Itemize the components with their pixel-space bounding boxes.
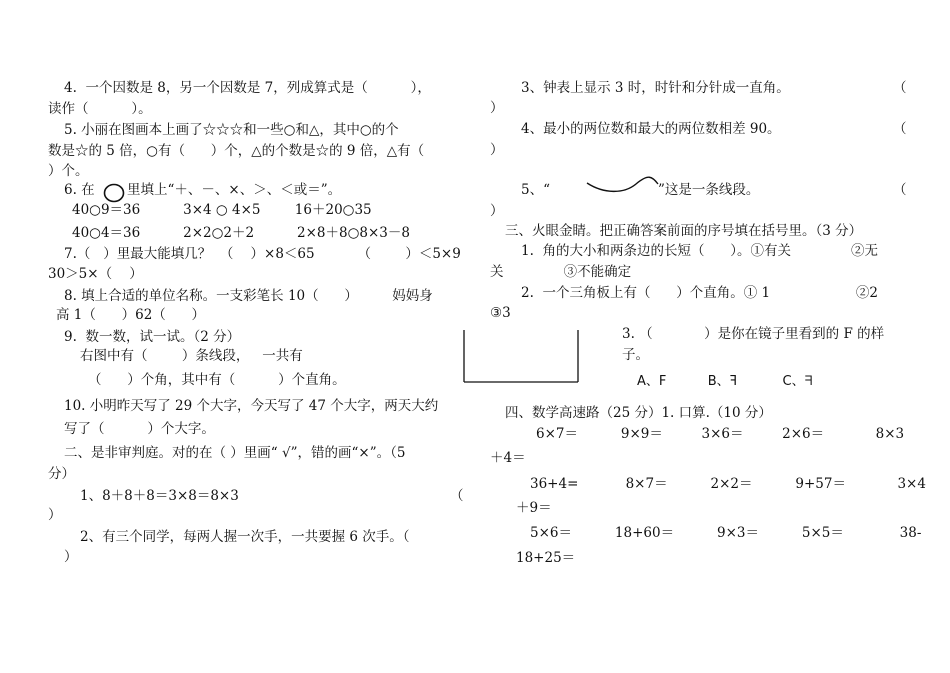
- question-10-line1: 10. 小明昨天写了 29 个大字，今天写了 47 个大字，两天大约: [64, 398, 439, 414]
- judge-2-text: 2、有三个同学，每两人握一次手，一共要握 6 次手。（: [80, 529, 410, 545]
- judge-3-text: 3、钟表上显示 3 时，时针和分针成一直角。: [521, 80, 790, 96]
- mental-math-row3-cont: 18+25＝: [516, 550, 576, 566]
- choice-3-line1: 3. （ ）是你在镜子里看到的 F 的样: [622, 326, 885, 342]
- judge-5-paren-close: ）: [490, 203, 504, 219]
- section-2-title-line1: 二、是非审判庭。对的在（ ）里画“ √”，错的画“×”。（5: [64, 445, 406, 461]
- choice-2-line1: 2. 一个三角板上有（ ）个直角。① 1 ②2: [521, 285, 879, 301]
- circle-symbol-icon: [103, 183, 125, 203]
- section-4-title: 四、数学高速路（25 分）1. 口算.（10 分）: [505, 405, 772, 421]
- question-7-line1: 7.（ ）里最大能填几？ （ ）×8＜65 （ ）＜5×9: [64, 246, 461, 262]
- judge-5-paren-open: （: [893, 182, 907, 198]
- question-9-line1: 9. 数一数，试一试。（2 分）: [64, 329, 241, 345]
- judge-4-text: 4、最小的两位数和最大的两位数相差 90。: [521, 121, 781, 137]
- question-8-line2: 高 1（ ）62（ ）: [56, 307, 206, 323]
- judge-1-paren-close: ）: [48, 507, 62, 523]
- judge-3-paren-close: ）: [490, 100, 504, 116]
- choice-3-line2: 子。: [622, 347, 649, 363]
- mental-math-row3: 5×6＝ 18+60＝ 9×3＝ 5×5＝ 38-: [530, 525, 922, 541]
- question-6-prefix: 6. 在: [64, 182, 95, 198]
- question-6-row2: 40○4＝36 2×2○2＋2 2×8＋8○8×3－8: [72, 225, 410, 241]
- mental-math-row2: 36+4= 8×7＝ 2×2＝ 9+57＝ 3×4: [530, 476, 926, 492]
- question-5-line1: 5. 小丽在图画本上画了☆☆☆和一些○和△，其中○的个: [64, 122, 399, 138]
- judge-4-paren-open: （: [893, 121, 907, 137]
- question-5-line2: 数是☆的 5 倍，○有（ ）个，△的个数是☆的 9 倍，△有（: [48, 143, 425, 159]
- mental-math-row2-cont: ＋9＝: [516, 500, 552, 516]
- question-4-line2: 读作（ ）。: [48, 101, 152, 117]
- judge-1-text: 1、8＋8＋8＝3×8＝8×3: [80, 488, 239, 504]
- question-6-instruction: 里填上“＋、－、×、＞、＜或＝”。: [127, 182, 342, 198]
- mental-math-row1-cont: ＋4＝: [490, 450, 526, 466]
- question-4-line1: 4. 一个因数是 8，另一个因数是 7，列成算式是（ ），: [64, 80, 431, 96]
- question-8-line1: 8. 填上合适的单位名称。一支彩笔长 10（ ） 妈妈身: [64, 288, 433, 304]
- judge-1-paren-open: （: [450, 488, 464, 504]
- mental-math-row1: 6×7＝ 9×9＝ 3×6＝ 2×6＝ 8×3: [536, 426, 905, 442]
- judge-5-prefix: 5、“: [521, 182, 550, 198]
- section-2-title-line2: 分）: [48, 466, 75, 482]
- judge-3-paren-open: （: [893, 80, 907, 96]
- question-9-line3: （ ）个角，其中有（ ）个直角。: [88, 372, 346, 388]
- judge-5-suffix: ”这是一条线段。: [658, 182, 760, 198]
- section-3-title: 三、火眼金睛。把正确答案前面的序号填在括号里。（3 分）: [505, 223, 863, 239]
- choice-2-line2: ③3: [490, 305, 511, 321]
- question-6-row1: 40○9＝36 3×4 ○ 4×5 16＋20○35: [72, 202, 372, 218]
- line-segment-figure: [460, 328, 584, 388]
- question-5-line3: ）个。: [48, 163, 89, 179]
- question-7-line2: 30＞5×（ ）: [48, 266, 143, 282]
- judge-2-paren-close: ）: [64, 549, 78, 565]
- wavy-line-icon: [584, 174, 660, 196]
- question-10-line2: 写了（ ）个大字。: [64, 421, 215, 437]
- choice-1-line2: 关 ③不能确定: [490, 264, 632, 280]
- judge-4-paren-close: ）: [490, 142, 504, 158]
- choice-1-line1: 1. 角的大小和两条边的长短（ ）。①有关 ②无: [521, 243, 879, 259]
- question-9-line2: 右图中有（ ）条线段， 一共有: [80, 348, 303, 364]
- choice-3-options: A、F B、ꟻ C、ᖷ: [637, 374, 813, 389]
